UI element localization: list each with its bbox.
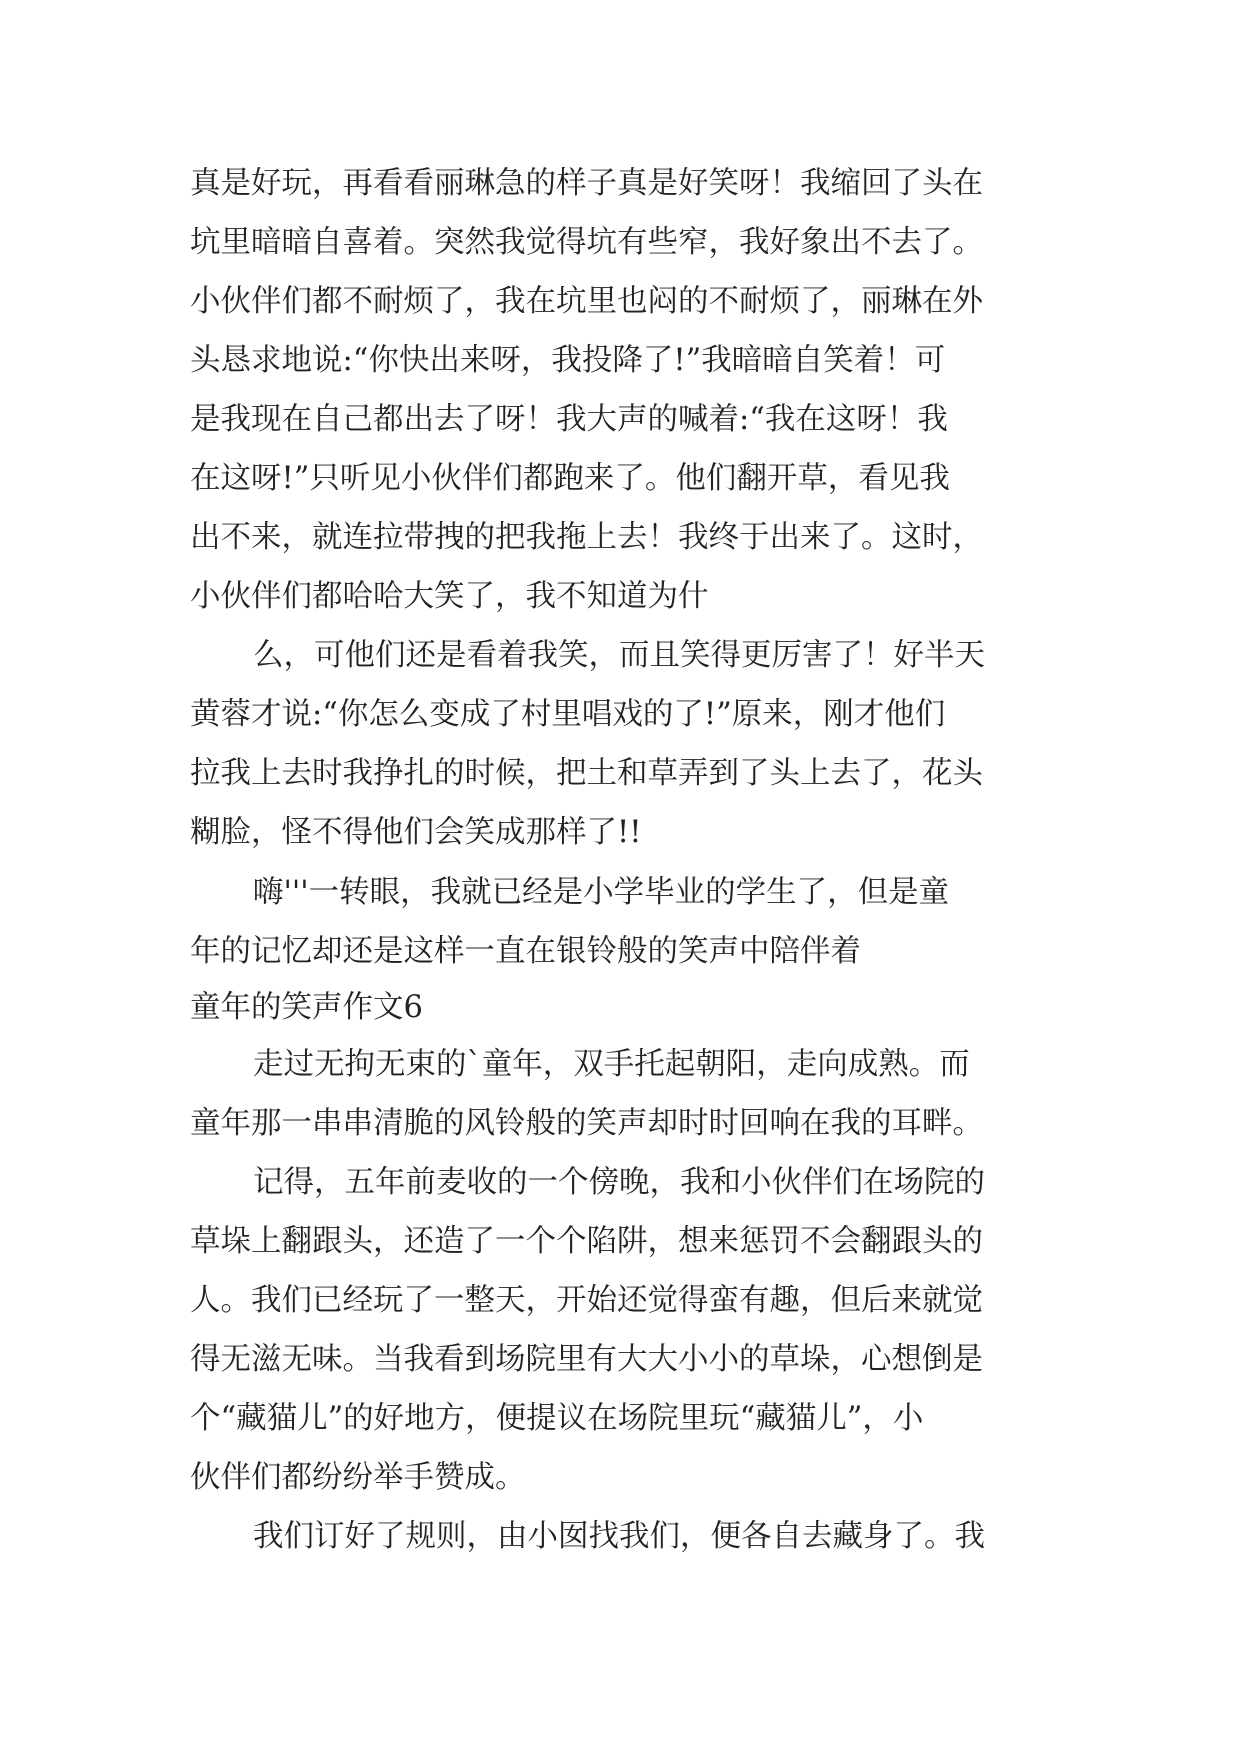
text-line: 记得，五年前麦收的一个傍晚，我和小伙伴们在场院的: [253, 1165, 985, 1200]
section-heading: 童年的笑声作文6: [190, 990, 423, 1025]
text-line: 个“藏猫儿”的好地方，便提议在场院里玩“藏猫儿”，小: [190, 1401, 924, 1436]
text-line: 拉我上去时我挣扎的时候，把土和草弄到了头上去了，花头: [190, 756, 983, 791]
text-line: 走过无拘无束的`童年，双手托起朝阳，走向成熟。而: [253, 1047, 970, 1082]
text-line: 在这呀!”只听见小伙伴们都跑来了。他们翻开草，看见我: [190, 461, 950, 496]
text-line: 坑里暗暗自喜着。突然我觉得坑有些窄，我好象出不去了。: [190, 225, 983, 260]
text-line: 小伙伴们都不耐烦了，我在坑里也闷的不耐烦了，丽琳在外: [190, 284, 983, 319]
text-line: 出不来，就连拉带拽的把我拖上去！我终于出来了。这时，: [190, 520, 983, 555]
text-line: 是我现在自己都出去了呀！我大声的喊着:“我在这呀！我: [190, 402, 948, 437]
text-line: 年的记忆却还是这样一直在银铃般的笑声中陪伴着: [190, 934, 861, 969]
text-line: 人。我们已经玩了一整天，开始还觉得蛮有趣，但后来就觉: [190, 1283, 983, 1318]
text-line: 童年那一串串清脆的风铃般的笑声却时时回响在我的耳畔。: [190, 1106, 983, 1141]
text-line: 真是好玩，再看看丽琳急的样子真是好笑呀！我缩回了头在: [190, 166, 983, 201]
text-line: 草垛上翻跟头，还造了一个个陷阱，想来惩罚不会翻跟头的: [190, 1224, 983, 1259]
text-line: 头恳求地说:“你快出来呀，我投降了!”我暗暗自笑着！可: [190, 343, 946, 378]
text-line: 糊脸，怪不得他们会笑成那样了!!: [190, 815, 642, 850]
text-line: 么，可他们还是看着我笑，而且笑得更厉害了！好半天: [253, 638, 985, 673]
text-line: 得无滋无味。当我看到场院里有大大小小的草垛，心想倒是: [190, 1342, 983, 1377]
text-line: 黄蓉才说:“你怎么变成了村里唱戏的了!”原来，刚才他们: [190, 697, 946, 732]
text-line: 我们订好了规则，由小囡找我们，便各自去藏身了。我: [253, 1519, 985, 1554]
text-line: 伙伴们都纷纷举手赞成。: [190, 1460, 526, 1495]
text-line: 小伙伴们都哈哈大笑了，我不知道为什: [190, 579, 709, 614]
text-line: 嗨'''一转眼，我就已经是小学毕业的学生了，但是童: [253, 875, 950, 910]
